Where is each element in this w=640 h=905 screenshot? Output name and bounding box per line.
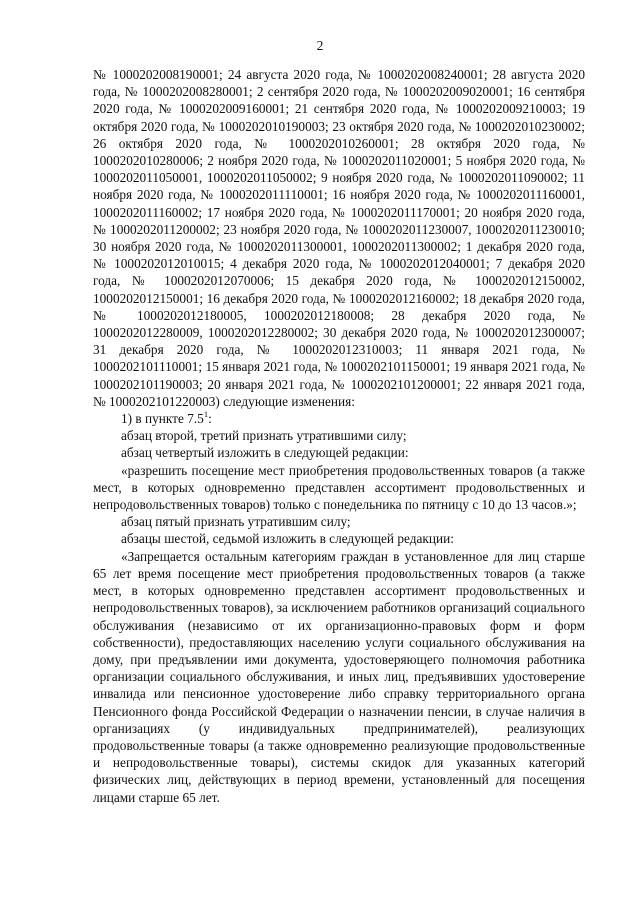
paragraph-text: абзац пятый признать утратившим силу; [121,514,351,530]
paragraph-text: абзацы шестой, седьмой изложить в следующей редакции: [121,531,454,547]
paragraph-text: «разрешить посещение мест приобретения продовольственных товаров (а также мест, в которых одновременно представлен ассортимент продовольственных и непродовольственных товаров) только с понедельника по пятницу с 10 до 13 часов.»; [93,462,585,513]
paragraph-text: «Запрещается остальным категориям граждан в установленное для лиц старше 65 лет время посещение мест приобретения продовольственных товаров (а также мест, в которых одновременно представлен ассортимент продовольственных и непродовольственных товаров), за исключением работников организаций социального обслуживания (независимо от их организационно-правовых форм и форм собственности), предоставляющих населению услуги социального обслуживания на дому, при предъявлении ими документа, удостоверяющего полномочия работника организации социального обслуживания, и иных лиц, предъявивших удостоверение инвалида или пенсионное удостоверение либо справку территориального органа Пенсионного фонда Российской Федерации о назначении пенсии, в случае наличия в организациях (у индивидуальных предпринимателей), реализующих продовольственные товары (а также одновременно реализующие продовольственные и непродовольственные товары), системы скидок для указанных категорий физических лиц, действующих в период времени, установленный для посещения лицами старше 65 лет. [93,548,585,805]
paragraph-abzac-4-header [93,444,585,461]
paragraph-text: абзац четвертый изложить в следующей редакции: [121,445,409,461]
document-body [93,66,585,806]
page-number: 2 [316,38,324,53]
paragraph-text: абзац второй, третий признать утратившими силу; [121,428,407,444]
paragraph-text: № 1000202008190001; 24 августа 2020 года, № 1000202008240001; 28 августа 2020 года, № 1000202008280001; 2 сентября 2020 года, № 1000202009020001; 16 сентября 2020 года, № 1000202009160001; 21 сентября 2020 года, № 1000202009210003; 19 октября 2020 года, № 1000202010190003; 23 октября 2020 года, № 1000202010230002; 26 октября 2020 года, № 1000202010260001; 28 октября 2020 года, № 1000202010280006; 2 ноября 2020 года, № 1000202011020001; 5 ноября 2020 года, № 1000202011050001, 1000202011050002; 9 ноября 2020 года, № 1000202011090002; 11 ноября 2020 года, № 1000202011110001; 16 ноября 2020 года, № 1000202011160001, 1000202011160002; 17 ноября 2020 года, № 1000202011170001; 20 ноября 2020 года, № 1000202011200002; 23 ноября 2020 года, № 1000202011230007, 1000202011230010; 30 ноября 2020 года, № 1000202011300001, 1000202011300002; 1 декабря 2020 года, № 1000202012010015; 4 декабря 2020 года, № 1000202012040001; 7 декабря 2020 года, № 1000202012070006; 15 декабря 2020 года, № 1000202012150002, 1000202012150001; 16 декабря 2020 года, № 1000202012160002; 18 декабря 2020 года, № 1000202012180005, 1000202012180008; 28 декабря 2020 года, № 1000202012280009, 1000202012280002; 30 декабря 2020 года, № 1000202012300007; 31 декабря 2020 года, № 1000202012310003; 11 января 2021 года, № 1000202101110001; 15 января 2021 года, № 1000202101150001; 19 января 2021 года, № 1000202101190003; 20 января 2021 года, № 1000202101200001; 22 января 2021 года, № 1000202101220003) следующие изменения: [93,67,585,409]
paragraph-item-1 [93,410,585,427]
paragraph-abzac-6-7-header [93,530,585,547]
paragraph-abzac-5 [93,513,585,530]
paragraph-amendment-list [93,66,585,410]
paragraph-abzac-4-text [93,462,585,514]
superscript-note: 1 [203,408,209,419]
paragraph-text: 1) в пункте 7.5 [121,411,204,427]
paragraph-abzac-2-3 [93,427,585,444]
paragraph-abzac-6-7-text [93,548,585,806]
paragraph-punctuation: : [208,411,212,427]
